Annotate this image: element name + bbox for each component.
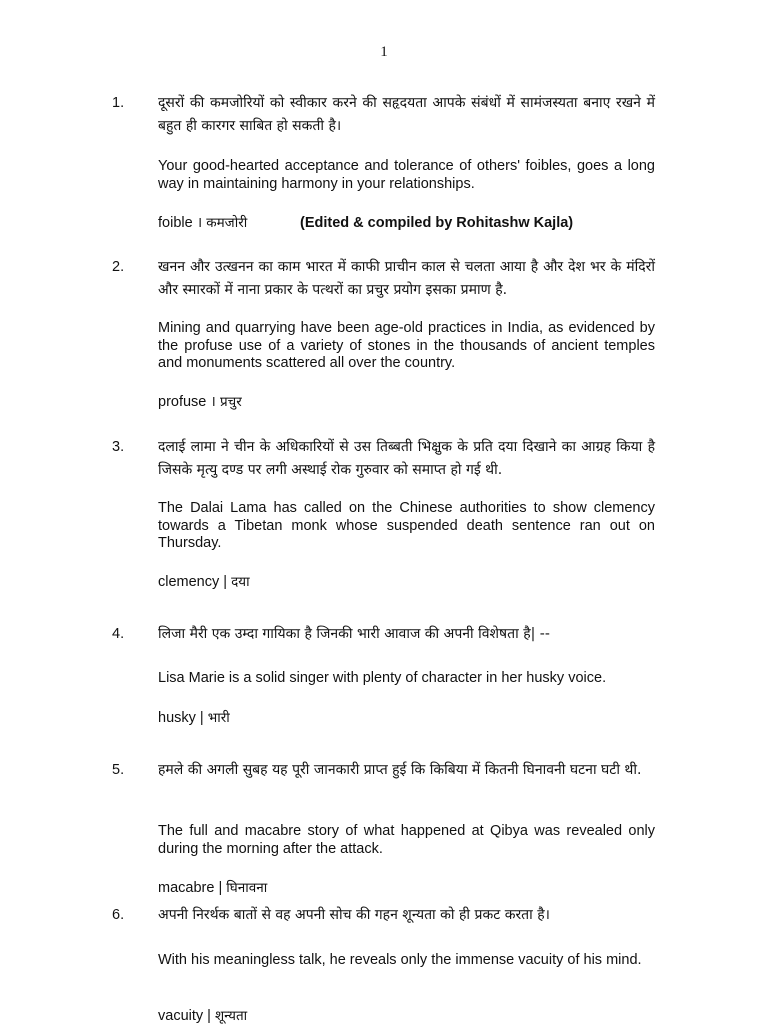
vocab-meaning: शून्यता (214, 1008, 248, 1024)
entry-number: 1. (112, 95, 125, 111)
english-sentence: With his meaningless talk, he reveals only the immense vacuity of his mind. (158, 952, 642, 968)
entry-number: 3. (112, 439, 125, 455)
vocab-separator: | (219, 574, 232, 590)
hindi-sentence: अपनी निरर्थक बातों से वह अपनी सोच की गहन शून्यता को ही प्रकट करता है। (158, 907, 550, 923)
english-sentence: Lisa Marie is a solid singer with plenty of character in her husky voice. (158, 670, 607, 686)
vocab-separator: । (192, 215, 207, 231)
english-sentence: Mining and quarrying have been age-old practices in India, as evidenced by the profuse use of a variety of stones in the thousands of ancient temples and monuments scattered all over the country. (158, 320, 655, 371)
entry-number: 6. (112, 907, 125, 923)
page-number: 1 (380, 44, 388, 60)
vocab-meaning: दया (231, 574, 250, 590)
hindi-sentence: लिजा मैरी एक उम्दा गायिका है जिनकी भारी आवाज की अपनी विशेषता है| -- (158, 626, 550, 642)
vocab-word: vacuity (158, 1008, 204, 1024)
vocab-separator: | (203, 1008, 215, 1024)
vocab-line (158, 1006, 247, 1026)
vocab-word: profuse (158, 394, 207, 410)
vocab-line (158, 572, 250, 592)
vocab-line (158, 878, 267, 898)
english-sentence: The full and macabre story of what happened at Qibya was revealed only during the morning after the attack. (158, 823, 655, 857)
vocab-line (158, 213, 247, 233)
english-sentence: The Dalai Lama has called on the Chinese authorities to show clemency towards a Tibetan monk whose suspended death sentence ran out on Thursday. (158, 500, 655, 551)
vocab-line (158, 392, 242, 412)
vocab-word: macabre (158, 880, 215, 896)
english-sentence: Your good-hearted acceptance and tolerance of others' foibles, goes a long way in maintaining harmony in your relationships. (158, 158, 655, 192)
compiler-credit: (Edited & compiled by Rohitashw Kajla) (300, 215, 574, 231)
vocab-separator: । (206, 394, 220, 410)
hindi-sentence: दूसरों की कमजोरियों को स्वीकार करने की सहृदयता आपके संबंधों में सामंजस्यता बनाए रखने में बहुत ही कारगर साबित हो सकती है। (158, 95, 655, 134)
hindi-sentence: दलाई लामा ने चीन के अधिकारियों से उस तिब्बती भिक्षुक के प्रति दया दिखाने का आग्रह किया है जिसके मृत्यु दण्ड पर लगी अस्थाई रोक गुरुवार को समाप्त हो गई थी. (158, 439, 655, 478)
vocab-word: husky (158, 710, 196, 726)
vocab-meaning: प्रचुर (219, 394, 242, 410)
vocab-meaning: भारी (207, 710, 230, 726)
vocab-word: foible (158, 215, 193, 231)
vocab-separator: | (214, 880, 227, 896)
vocab-line (158, 708, 230, 728)
vocab-separator: | (195, 710, 208, 726)
hindi-sentence: हमले की अगली सुबह यह पूरी जानकारी प्राप्त हुई कि किबिया में कितनी घिनावनी घटना घटी थी. (158, 762, 642, 778)
vocab-meaning: घिनावना (226, 880, 268, 896)
hindi-sentence: खनन और उत्खनन का काम भारत में काफी प्राचीन काल से चलता आया है और देश भर के मंदिरों और स्मारकों में नाना प्रकार के पत्थरों का प्रचुर प्रयोग इसका प्रमाण है. (158, 259, 655, 298)
entry-number: 4. (112, 626, 125, 642)
vocab-word: clemency (158, 574, 220, 590)
vocab-meaning: कमजोरी (206, 215, 248, 231)
entry-number: 2. (112, 259, 125, 275)
entry-number: 5. (112, 762, 125, 778)
